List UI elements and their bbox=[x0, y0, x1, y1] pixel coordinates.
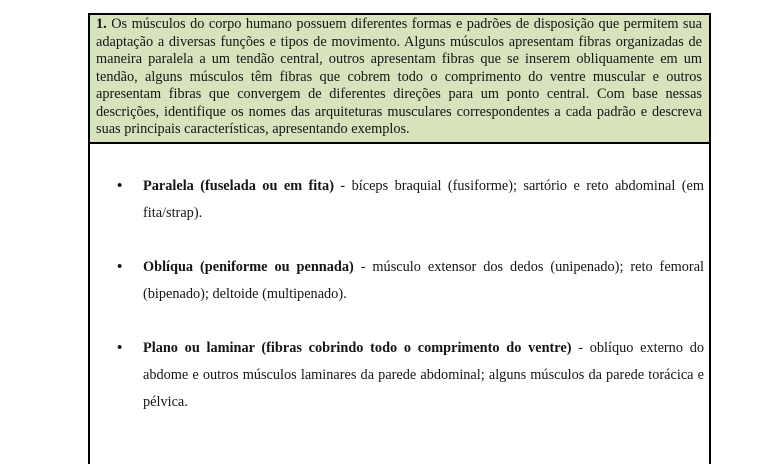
bullet-icon: • bbox=[117, 258, 123, 275]
question-box bbox=[88, 13, 711, 144]
answer-list bbox=[90, 173, 704, 416]
question-number: 1. bbox=[96, 16, 107, 32]
list-item bbox=[90, 335, 704, 416]
bullet-icon: • bbox=[117, 177, 123, 194]
answer-description: - bíceps braquial (fusiforme); sartório e reto abdominal (em fita/strap). bbox=[143, 177, 704, 221]
answer-term: Plano ou laminar (fibras cobrindo todo o comprimento do ventre) bbox=[143, 339, 572, 356]
answer-term: Paralela (fuselada ou em fita) bbox=[143, 177, 334, 194]
answer-description: - músculo extensor dos dedos (unipenado); reto femoral (bipenado); deltoide (multipenado). bbox=[143, 258, 705, 302]
question-answer-table bbox=[88, 13, 711, 464]
list-item bbox=[90, 173, 704, 227]
answer-description: - oblíquo externo do abdome e outros músculos laminares da parede abdominal; alguns músculos da parede torácica e pélvica. bbox=[143, 339, 704, 410]
question-text: Os músculos do corpo humano possuem diferentes formas e padrões de disposição que permitem sua adaptação a diversas funções e tipos de movimento. Alguns músculos apresentam fibras organizadas de maneira paralela a um tendão central, outros apresentam fibras que se inserem obliquamente em um tendão, alguns músculos têm fibras que cobrem todo o comprimento do ventre muscular e outros apresentam fibras que convergem de diferentes direções para um ponto central. Com base nessas descrições, identifique os nomes das arquiteturas musculares correspondentes a cada padrão e descreva suas principais características, apresentando exemplos. bbox=[96, 16, 702, 137]
list-item bbox=[90, 254, 704, 308]
answer-box bbox=[88, 144, 711, 464]
answer-term: Oblíqua (peniforme ou pennada) bbox=[143, 258, 354, 275]
bullet-icon: • bbox=[117, 339, 123, 356]
